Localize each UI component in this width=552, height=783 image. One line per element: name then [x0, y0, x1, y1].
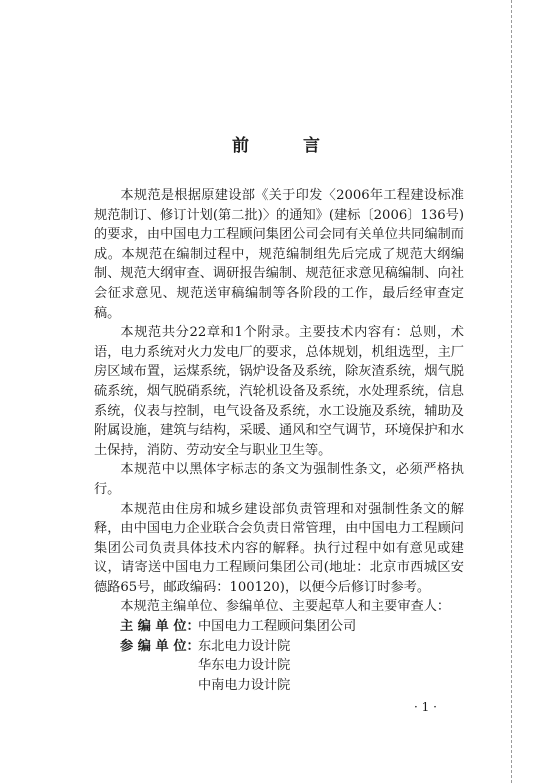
participants-label: 参 编 单 位： — [120, 638, 200, 654]
participant-item: 中南电力设计院 — [198, 677, 291, 693]
body-text — [94, 186, 464, 695]
page-number: · 1 · — [414, 700, 437, 714]
participant-row — [94, 637, 464, 657]
participant-row — [94, 656, 464, 676]
chief-editor-value: 中国电力工程顾问集团公司 — [198, 619, 357, 635]
chief-editor-label: 主 编 单 位： — [120, 619, 200, 635]
chief-editor-row — [94, 617, 464, 637]
paragraph-management: 本规范由住房和城乡建设部负责管理和对强制性条文的解释，由中国电力企业联合会负责日常管理，由中国电力工程顾问集团公司负责具体技术内容的解释。执行过程中如有意见或建议，请寄送中国电力工程顾问集团公司(地址：北京市西城区安德路65号，邮政编码：100120)，以便今后修订时参考。 — [94, 501, 464, 595]
page-edge-line — [511, 0, 513, 783]
participant-item: 华东电力设计院 — [198, 658, 291, 674]
paragraph-origin: 本规范是根据原建设部《关于印发〈2006年工程建设标准规范制订、修订计划(第二批)〉的通知》(建标〔2006〕136号)的要求，由中国电力工程顾问集团公司会同有关单位共同编制而成。本规范在编制过程中，规范编制组先后完成了规范大纲编制、规范大纲审查、调研报告编制、规范征求意见稿编制、向社会征求意见、规范送审稿编制等各阶段的工作，最后经审查定稿。 — [94, 188, 464, 321]
paragraph-contents: 本规范共分22章和1个附录。主要技术内容有：总则，术语，电力系统对火力发电厂的要求，总体规划，机组选型，主厂房区域布置，运煤系统，锅炉设备及系统，除灰渣系统，烟气脱硫系统，烟气脱硝系统，汽轮机设备及系统，水处理系统，信息系统，仪表与控制，电气设备及系统，水工设施及系统，辅助及附属设施，建筑与结构，采暖、通风和空气调节，环境保护和水土保持，消防、劳动安全与职业卫生等。 — [94, 325, 464, 458]
participant-row — [94, 676, 464, 696]
page-title: 前 言 — [232, 136, 344, 156]
paragraph-mandatory: 本规范中以黑体字标志的条文为强制性条文，必须严格执行。 — [94, 462, 464, 497]
participant-item: 东北电力设计院 — [198, 638, 291, 654]
paragraph-units-intro: 本规范主编单位、参编单位、主要起草人和主要审查人： — [120, 599, 451, 615]
